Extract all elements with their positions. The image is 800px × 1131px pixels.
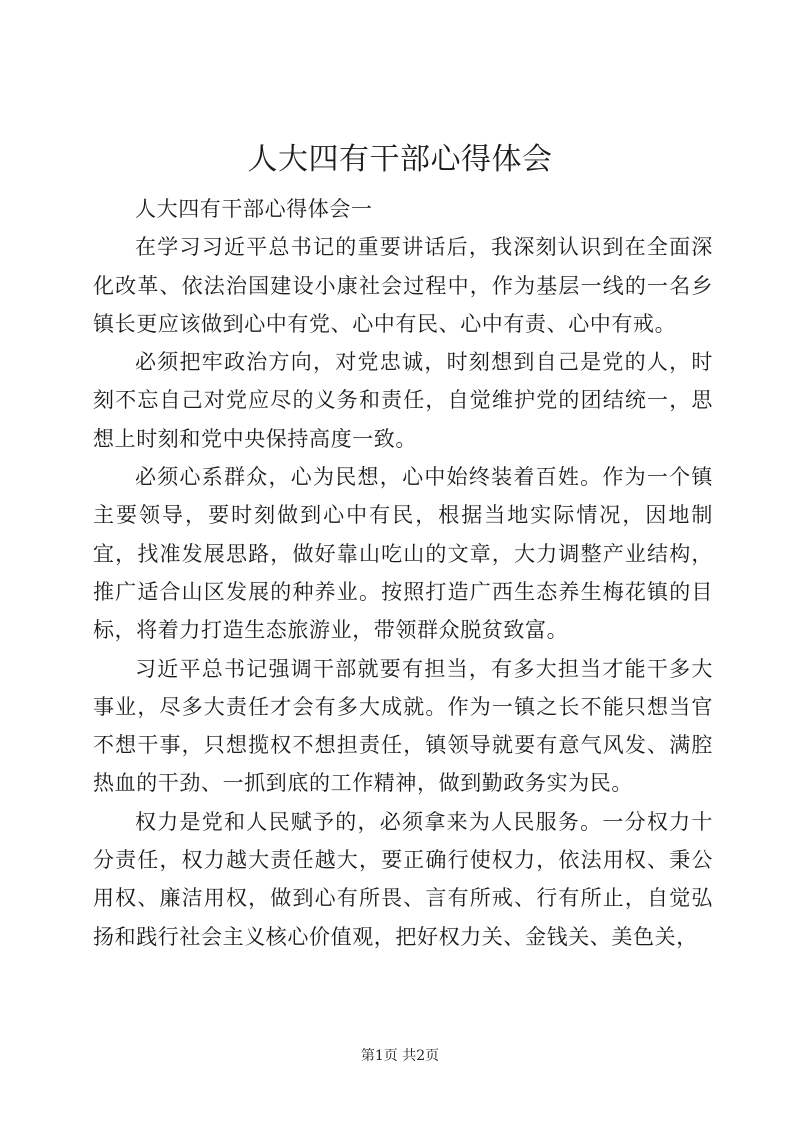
paragraph: 必须把牢政治方向，对党忠诚，时刻想到自己是党的人，时刻不忘自己对党应尽的义务和责任，自觉维护党的团结统一，思想上时刻和党中央保持高度一致。	[93, 350, 713, 451]
document-body	[93, 190, 713, 956]
paragraph: 习近平总书记强调干部就要有担当，有多大担当才能干多大事业，尽多大责任才会有多大成就。作为一镇之长不能只想当官不想干事，只想揽权不想担责任，镇领导就要有意气风发、满腔热血的干劲、一抓到底的工作精神，做到勤政务实为民。	[93, 656, 713, 796]
document-title: 人大四有干部心得体会	[247, 142, 553, 177]
page-number-footer: 第1页 共2页	[360, 1048, 440, 1064]
paragraph: 权力是党和人民赋予的，必须拿来为人民服务。一分权力十分责任，权力越大责任越大，要正确行使权力，依法用权、秉公用权、廉洁用权，做到心有所畏、言有所戒、行有所止，自觉弘扬和践行社会主义核心价值观，把好权力关、金钱关、美色关，	[93, 809, 713, 949]
paragraph-subtitle: 人大四有干部心得体会一	[135, 197, 373, 221]
paragraph: 在学习习近平总书记的重要讲话后，我深刻认识到在全面深化改革、依法治国建设小康社会过程中，作为基层一线的一名乡镇长更应该做到心中有党、心中有民、心中有责、心中有戒。	[93, 235, 713, 336]
paragraph: 必须心系群众，心为民想，心中始终装着百姓。作为一个镇主要领导，要时刻做到心中有民，根据当地实际情况，因地制宜，找准发展思路，做好靠山吃山的文章，大力调整产业结构，推广适合山区发展的种养业。按照打造广西生态养生梅花镇的目标，将着力打造生态旅游业，带领群众脱贫致富。	[93, 465, 713, 643]
